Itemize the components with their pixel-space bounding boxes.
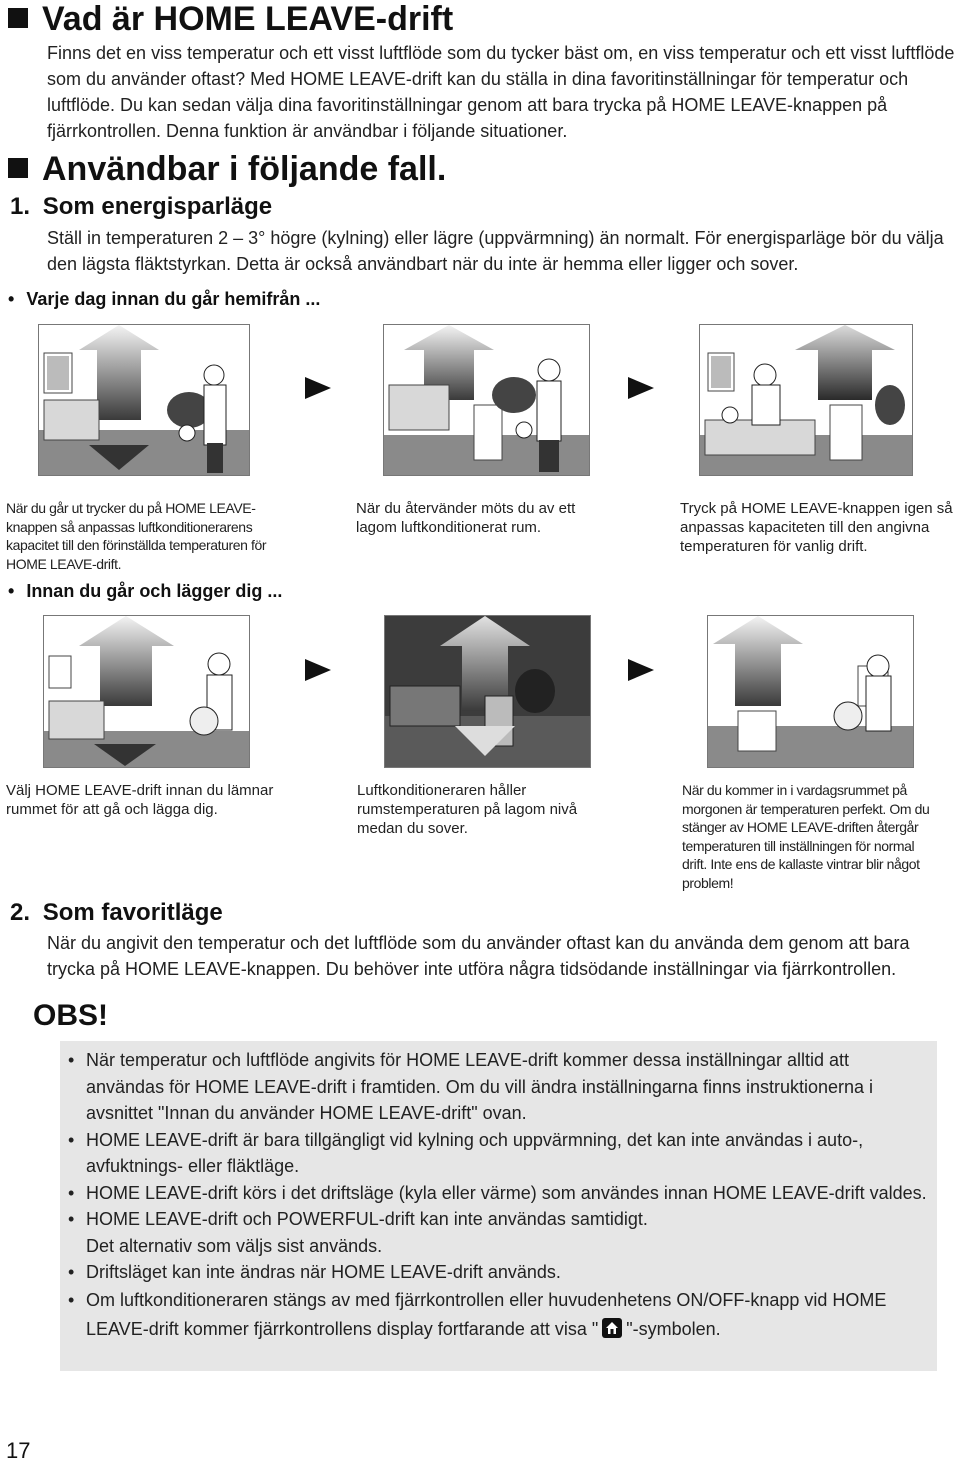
section-heading <box>8 0 453 38</box>
home-leave-icon <box>602 1318 622 1338</box>
scene-normal-operation <box>699 324 913 476</box>
next-arrow-icon <box>628 659 654 681</box>
bullet: • <box>8 289 15 309</box>
scenario-heading <box>8 288 320 310</box>
note-text: HOME LEAVE-drift och POWERFUL-drift kan inte användas samtidigt. <box>86 1209 648 1229</box>
note-item <box>68 1206 928 1259</box>
mode-heading <box>10 899 223 927</box>
note-text-end: "-symbolen. <box>626 1318 721 1339</box>
scene-illustration <box>39 325 249 475</box>
note-text: HOME LEAVE-drift är bara tillgängligt vid kylning och uppvärmning, det kan inte användas i auto-, avfuktnings- eller fläktläge. <box>86 1129 864 1176</box>
scene-illustration <box>44 616 249 767</box>
mode-title: Som favoritläge <box>42 899 223 926</box>
mode-body: Ställ in temperaturen 2 – 3° högre (kylning) eller lägre (uppvärmning) än normalt. För energisparläge bör du välja den lägsta fläktstyrkan. Detta är också användbart när du inte är hemma eller ligger och sover. <box>47 228 944 274</box>
scene-leaving-home <box>38 324 250 476</box>
scenario-title: Varje dag innan du går hemifrån ... <box>26 289 321 309</box>
scenario-title: Innan du går och lägger dig ... <box>26 581 283 601</box>
notes-heading: OBS! <box>33 999 108 1032</box>
scene-morning <box>707 615 914 768</box>
next-arrow-icon <box>628 377 654 399</box>
scene-illustration <box>385 616 590 767</box>
scene-going-to-bed <box>43 615 250 768</box>
mode-body: När du angivit den temperatur och det luftflöde som du använder oftast kan du använda dem genom att bara trycka på HOME LEAVE-knappen. Du behöver inte utföra några tidsödande inställningar via fjärrkontrollen. <box>47 933 910 979</box>
scene-illustration <box>384 325 589 475</box>
note-item <box>68 1259 928 1286</box>
scene-illustration <box>700 325 912 475</box>
note-text: När temperatur och luftflöde angivits för HOME LEAVE-drift kommer dessa inställningar alltid att användas för HOME LEAVE-drift i framtiden. Om du vill ändra inställningarna finns instruktionerna i avsnittet "Innan du använder HOME LEAVE-drift" ovan. <box>86 1050 874 1123</box>
note-text: Driftsläget kan inte ändras när HOME LEAVE-drift används. <box>86 1262 561 1282</box>
page-number: 17 <box>6 1438 31 1463</box>
scene-sleeping <box>384 615 591 768</box>
scene-caption: Luftkonditioneraren håller rumstemperaturen på lagom nivå medan du sover. <box>357 782 578 837</box>
next-arrow-icon <box>305 377 331 399</box>
scene-caption: När du går ut trycker du på HOME LEAVE-knappen så anpassas luftkonditionerarens kapacitet till den förinställda temperaturen för HOME LEAVE-drift. <box>6 500 267 572</box>
heading-square-icon <box>8 158 28 178</box>
section-title: Användbar i följande fall. <box>42 150 447 188</box>
note-item <box>68 1047 928 1127</box>
scene-caption: Tryck på HOME LEAVE-knappen igen så anpassas kapaciteten till den angivna temperaturen för vanlig drift. <box>680 500 953 555</box>
heading-square-icon <box>8 8 28 28</box>
note-item <box>68 1127 928 1180</box>
bullet: • <box>68 1262 75 1282</box>
bullet: • <box>68 1182 75 1203</box>
section-title: Vad är HOME LEAVE-drift <box>42 0 454 38</box>
section-heading <box>8 150 446 188</box>
mode-heading <box>10 193 272 221</box>
bullet: • <box>68 1289 75 1310</box>
next-arrow-icon <box>305 659 331 681</box>
note-text: Om luftkonditioneraren stängs av med fjärrkontrollen eller huvudenhetens ON/OFF-knapp vid HOME LEAVE-drift kommer fjärrkontrollens display fortfarande att visa " <box>86 1289 887 1339</box>
note-text-line2: Det alternativ som väljs sist används. <box>86 1235 383 1256</box>
mode-title: Som energisparläge <box>42 193 273 220</box>
notes-box <box>60 1041 937 1371</box>
scene-caption: Välj HOME LEAVE-drift innan du lämnar rummet för att gå och lägga dig. <box>6 782 274 818</box>
note-item <box>68 1286 928 1344</box>
scene-returning-home <box>383 324 590 476</box>
note-text: HOME LEAVE-drift körs i det driftsläge (kyla eller värme) som användes innan HOME LEAVE-drift valdes. <box>86 1182 927 1203</box>
scene-illustration <box>708 616 913 767</box>
scene-caption: När du kommer in i vardagsrummet på morgonen är temperaturen perfekt. Om du stänger av HOME LEAVE-driften återgår temperaturen till inställningen för normal drift. Inte ens de kallaste vintrar blir något problem! <box>682 782 930 891</box>
mode-number: 1. <box>10 193 31 220</box>
bullet: • <box>68 1209 75 1229</box>
scenario-heading <box>8 580 282 602</box>
bullet: • <box>68 1129 75 1150</box>
scene-caption: När du återvänder möts du av ett lagom luftkonditionerat rum. <box>356 500 576 536</box>
mode-number: 2. <box>10 899 31 926</box>
bullet: • <box>68 1050 75 1070</box>
note-item <box>68 1180 928 1207</box>
intro-paragraph: Finns det en viss temperatur och ett visst luftflöde som du tycker bäst om, en viss temperatur och ett visst luftflöde som du använder oftast? Med HOME LEAVE-drift kan du ställa in dina favoritinställningar för temperatur och luftflöde. Du kan sedan välja dina favoritinställningar genom att bara trycka på HOME LEAVE-knappen på fjärrkontrollen. Denna funktion är användbar i följande situationer. <box>47 43 955 141</box>
bullet: • <box>8 581 15 601</box>
